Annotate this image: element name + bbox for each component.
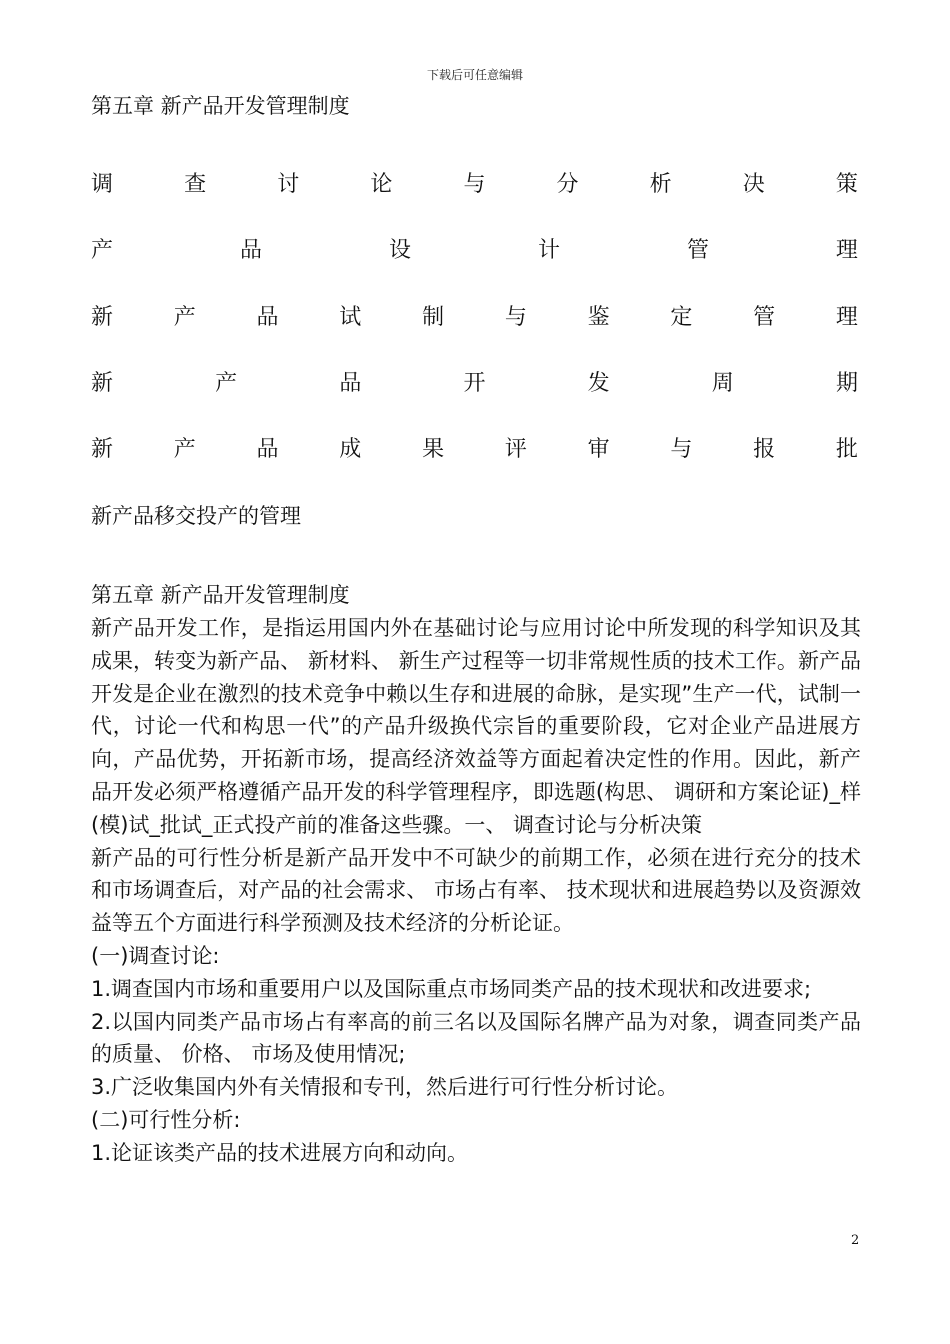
toc-char: 产 bbox=[173, 437, 196, 462]
subheading-analysis: (二)可行性分析: bbox=[91, 1107, 241, 1132]
toc-row-3 bbox=[91, 303, 858, 333]
toc-row-4 bbox=[91, 369, 858, 399]
toc-char: 分 bbox=[556, 172, 579, 197]
toc-char: 制 bbox=[422, 305, 445, 330]
toc-char: 讨 bbox=[277, 172, 300, 197]
toc-char: 期 bbox=[835, 371, 858, 396]
toc-char: 成 bbox=[339, 437, 362, 462]
toc-char: 鉴 bbox=[587, 305, 610, 330]
toc-char: 论 bbox=[370, 172, 393, 197]
toc-char: 管 bbox=[753, 305, 776, 330]
toc-char: 理 bbox=[835, 238, 858, 263]
toc-char: 试 bbox=[339, 305, 362, 330]
list-item-4: 1.论证该类产品的技术进展方向和动向。 bbox=[91, 1140, 469, 1165]
toc-char: 设 bbox=[388, 238, 411, 263]
toc-char: 定 bbox=[670, 305, 693, 330]
toc-char: 发 bbox=[587, 371, 610, 396]
toc-char: 产 bbox=[173, 305, 196, 330]
header-note: 下载后可任意编辑 bbox=[426, 68, 523, 82]
paragraph-feasibility: 新产品的可行性分析是新产品开发中不可缺少的前期工作，必须在进行充分的技术和市场调查后，对产品的社会需求、 市场占有率、 技术现状和进展趋势以及资源效益等五个方面进行科学预测及技术经济的分析论证。 bbox=[91, 845, 861, 936]
toc-row-5 bbox=[91, 435, 858, 465]
toc-char: 与 bbox=[463, 172, 486, 197]
toc-char: 查 bbox=[184, 172, 207, 197]
toc-row-2 bbox=[91, 236, 858, 266]
toc-char: 审 bbox=[587, 437, 610, 462]
toc-char: 品 bbox=[339, 371, 362, 396]
toc-char: 与 bbox=[670, 437, 693, 462]
toc-char: 批 bbox=[835, 437, 858, 462]
toc-char: 新 bbox=[91, 305, 114, 330]
page-number: 2 bbox=[851, 1233, 860, 1248]
toc-char: 决 bbox=[742, 172, 765, 197]
toc-char: 品 bbox=[239, 238, 262, 263]
toc-last-item: 新产品移交投产的管理 bbox=[91, 504, 301, 528]
toc-row-1 bbox=[91, 170, 858, 200]
toc-title: 第五章 新产品开发管理制度 bbox=[91, 94, 350, 118]
toc-char: 理 bbox=[835, 305, 858, 330]
toc-char: 品 bbox=[256, 437, 279, 462]
toc-char: 析 bbox=[649, 172, 672, 197]
toc-char: 计 bbox=[537, 238, 560, 263]
toc-char: 报 bbox=[753, 437, 776, 462]
toc-char: 调 bbox=[91, 172, 114, 197]
toc-char: 产 bbox=[215, 371, 238, 396]
list-item-1: 1.调查国内市场和重要用户以及国际重点市场同类产品的技术现状和改进要求; bbox=[91, 976, 812, 1001]
section-title: 第五章 新产品开发管理制度 bbox=[91, 583, 350, 607]
toc-char: 产 bbox=[91, 238, 114, 263]
subheading-research: (一)调查讨论: bbox=[91, 943, 220, 968]
toc-char: 新 bbox=[91, 437, 114, 462]
toc-char: 管 bbox=[686, 238, 709, 263]
list-item-3: 3.广泛收集国内外有关情报和专刊，然后进行可行性分析讨论。 bbox=[91, 1075, 679, 1100]
paragraph-intro: 新产品开发工作，是指运用国内外在基础讨论与应用讨论中所发现的科学知识及其成果，转变为新产品、 新材料、 新生产过程等一切非常规性质的技术工作。新产品开发是企业在激烈的技术竞争中赖以生存和进展的命脉，是实现”生产一代，试制一代，讨论一代和构思一代”的产品升级换代宗旨的重要阶段，它对企业产品进展方向，产品优势，开拓新市场，提高经济效益等方面起着决定性的作用。因此，新产品开发必须严格遵循产品开发的科学管理程序，即选题(构思、 调研和方案论证)_样(模)试_批试_正式投产前的准备这些骤。一、 调查讨论与分析决策 bbox=[91, 616, 861, 837]
toc-char: 果 bbox=[422, 437, 445, 462]
list-item-2: 2.以国内同类产品市场占有率高的前三名以及国际名牌产品为对象，调查同类产品的质量、 价格、 市场及使用情况; bbox=[91, 1009, 861, 1067]
toc-char: 开 bbox=[463, 371, 486, 396]
toc-char: 品 bbox=[256, 305, 279, 330]
toc-char: 策 bbox=[835, 172, 858, 197]
toc-char: 与 bbox=[504, 305, 527, 330]
toc-char: 周 bbox=[711, 371, 734, 396]
toc-char: 新 bbox=[91, 371, 114, 396]
toc-char: 评 bbox=[504, 437, 527, 462]
section-body bbox=[91, 612, 861, 1170]
